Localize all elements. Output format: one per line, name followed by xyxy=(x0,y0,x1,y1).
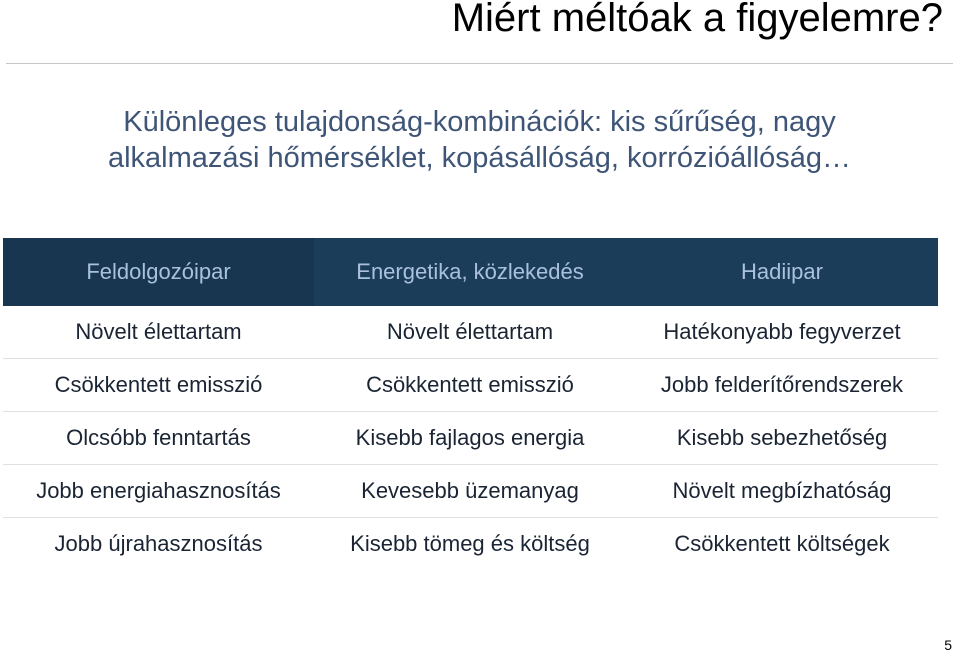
table-cell: Jobb felderítőrendszerek xyxy=(660,372,904,397)
table-cell: Kisebb fajlagos energia xyxy=(355,425,585,450)
table-cell: Olcsóbb fenntartás xyxy=(66,425,251,450)
table-cell: Növelt élettartam xyxy=(75,319,242,344)
benefits-table xyxy=(3,238,938,570)
table-header-row xyxy=(3,238,938,306)
table-cell: Csökkentett emisszió xyxy=(366,372,574,397)
table-cell: Csökkentett költségek xyxy=(674,531,890,556)
table-row xyxy=(3,465,938,518)
table-row xyxy=(3,306,938,359)
subtitle-line-1: Különleges tulajdonság-kombinációk: kis sűrűség, nagy xyxy=(123,106,836,138)
table-cell: Növelt élettartam xyxy=(386,319,554,344)
header-energy-transport: Energetika, közlekedés xyxy=(356,259,584,284)
table-cell: Jobb energiahasznosítás xyxy=(36,478,281,503)
page-number: 5 xyxy=(944,637,952,653)
header-defense: Hadiipar xyxy=(741,259,823,284)
header-manufacturing: Feldolgozóipar xyxy=(3,238,314,306)
table-cell: Kevesebb üzemanyag xyxy=(361,478,579,503)
table-cell: Kisebb sebezhetőség xyxy=(676,425,888,450)
slide-title: Miért méltóak a figyelemre? xyxy=(451,0,943,40)
table-cell: Csökkentett emisszió xyxy=(54,372,263,397)
table-cell: Növelt megbízhatóság xyxy=(672,478,892,503)
table-cell: Jobb újrahasznosítás xyxy=(54,531,263,556)
table-row xyxy=(3,359,938,412)
table-cell: Kisebb tömeg és költség xyxy=(350,531,590,556)
table-row xyxy=(3,518,938,570)
table-cell: Hatékonyabb fegyverzet xyxy=(663,319,901,344)
title-divider xyxy=(6,63,953,64)
table-row xyxy=(3,412,938,465)
subtitle xyxy=(0,104,959,176)
subtitle-line-2: alkalmazási hőmérséklet, kopásállóság, korrózióállóság… xyxy=(107,142,852,174)
